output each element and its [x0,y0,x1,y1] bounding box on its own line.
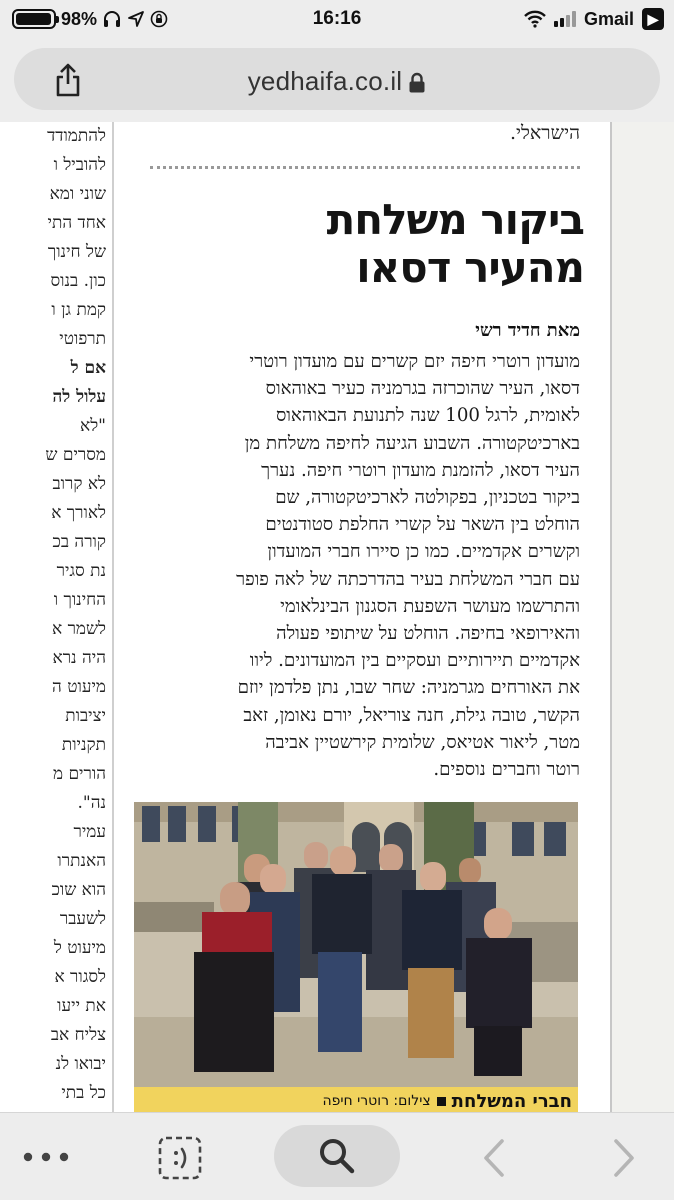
adjacent-text-line: תקניות [61,735,106,755]
article-body-line: אקדמיים תיירותיים ועסקיים בין המועדונים. ליוו [249,650,580,672]
reader-mode-icon [157,1136,203,1180]
status-right [524,7,664,31]
adjacent-text-line: יבואו לנ [55,1054,106,1074]
photo-caption-bar [134,1087,578,1115]
headline-line-2: מהעיר דסאו [356,243,584,292]
wifi-icon [524,10,546,28]
dotted-separator [150,166,580,169]
lock-icon [408,72,426,94]
adjacent-text-line: לא קרוב [52,474,106,494]
adjacent-text-line: עלול לה [52,387,106,407]
article-body-line: הוחלט בין השאר על קשרי החלפת סטודנטים [265,514,580,536]
article-body-line: והתרשמו מעושר השפעת הסגנון הבינלאומי [280,595,580,617]
more-dots-icon [21,1151,71,1163]
forward-button[interactable] [604,1135,644,1181]
adjacent-text-line: היה נרא [52,648,106,668]
cellular-signal-icon [554,11,576,27]
photo-caption: חברי המשלחת [451,1090,572,1112]
adjacent-text-line: תרפוטי [59,329,106,349]
adjacent-text-line: מיעוט ה [52,677,106,697]
adjacent-text-line: לאורך א [51,503,106,523]
status-bar [0,0,674,38]
adjacent-text-line: של חינוך [47,242,106,262]
back-button[interactable] [474,1135,514,1181]
adjacent-text-line: נה". [77,793,106,813]
adjacent-text-line: כון. בנוס [50,271,106,291]
adjacent-text-line: כל בתי [61,1083,106,1103]
article-body-line: מטר, ליאור אטיאס, שלומית קירשטיין אביבה [265,731,580,753]
adjacent-article-text [0,122,112,1137]
web-content[interactable] [0,122,674,1112]
adjacent-text-line: הוא שוכ [51,880,106,900]
article-body-line: ביקור בטכניון, בפקולטה לארכיטקטורה, שם [275,487,580,509]
article-body-line: מועדון רוטרי חיפה יזם קשרים עם מועדון רוטרי [249,351,580,372]
clock: 16:16 [312,8,362,29]
adjacent-text-line: שוני ומא [49,184,106,204]
adjacent-text-line: מסרים ש [45,445,106,465]
caption-separator-square [437,1097,446,1106]
adjacent-article-column [0,122,112,1112]
article-body-line: עם חברי המשלחת בעיר בהדרכתה של לאה פופר [236,568,580,590]
battery-percent: 98% [61,8,98,29]
adjacent-text-line: להתמודד [47,126,106,146]
adjacent-text-line: "לא [80,416,106,436]
page-margin [612,122,674,1112]
article-body-line: והאירופאי בחיפה. הוחלט על שיתופי פעולה [276,623,580,645]
headline-line-1: ביקור משלחת [326,195,584,244]
chevron-left-icon [482,1138,506,1178]
adjacent-text-line: הורים מ [52,764,106,784]
adjacent-text-line: עמיר [73,822,106,842]
delegation-photo [134,802,578,1087]
back-to-app-label[interactable]: Gmail [583,8,634,29]
chevron-right-icon [612,1138,636,1178]
adjacent-text-line: אם ל [70,358,106,378]
browser-chrome-top [0,38,674,122]
adjacent-text-line: קורה בכ [52,532,106,552]
adjacent-text-line: יציבות [65,706,106,726]
url-text: yedhaifa.co.il [247,66,403,96]
article-body-line: וקשרים אקדמיים. כמו כן סיירו חברי המועדון [267,541,580,563]
article-headline [134,196,584,292]
adjacent-text-line: החינוך ו [53,590,106,610]
article-body-line: העיר דסאו, להזמנת מועדון רוטרי חיפה. נערך [261,459,580,481]
article-column [114,122,610,1112]
url-display[interactable] [14,66,660,97]
previous-article-end: הישראלי. [509,122,580,144]
back-to-app-icon[interactable]: ▶ [642,8,664,30]
more-options-button[interactable] [18,1139,74,1175]
browser-toolbar [0,1112,674,1200]
search-button[interactable] [274,1125,400,1187]
address-bar[interactable] [14,48,660,110]
adjacent-text-line: לשעבר [59,909,106,929]
adjacent-text-line: להוביל ו [53,155,106,175]
adjacent-text-line: אחד התי [47,213,106,233]
article-byline: מאת חדיד רשי [475,320,580,341]
adjacent-text-line: צליח אב [50,1025,106,1045]
article-body-line: רוטר וחברים נוספים. [433,759,580,781]
article-body-line: לאומית, לרגל 100 שנה לתנועת הבאוהאוס [275,405,580,427]
adjacent-text-line: לסגור א [54,967,106,987]
article-body-line: את האורחים מגרמניה: שחר שבו, נתן פלדמן יוזם [237,677,580,699]
adjacent-text-line: האנתרו [57,851,106,871]
adjacent-text-line: את ייעו [57,996,106,1016]
adjacent-text-line: מיעוט ל [53,938,106,958]
article-body-line: דסאו, העיר שהוכרזה בגרמניה כעיר באוהאוס [265,378,580,400]
search-icon [317,1136,357,1176]
article-body-line: בארכיטקטורה. השבוע הגיעה לחיפה משלחת מן [244,432,580,454]
reader-mode-button[interactable] [156,1135,204,1181]
adjacent-text-line: לשמר א [51,619,106,639]
article-body [130,348,580,783]
adjacent-text-line: נת סגיר [56,561,106,581]
adjacent-text-line: קמת גן ו [51,300,106,320]
photo-credit: צילום: רוטרי חיפה [322,1093,431,1109]
delegation-photo-image [134,802,578,1087]
article-body-line: הקשר, טובה גילת, חנה צוריאל, יורם נאומן, זאב [243,704,580,726]
